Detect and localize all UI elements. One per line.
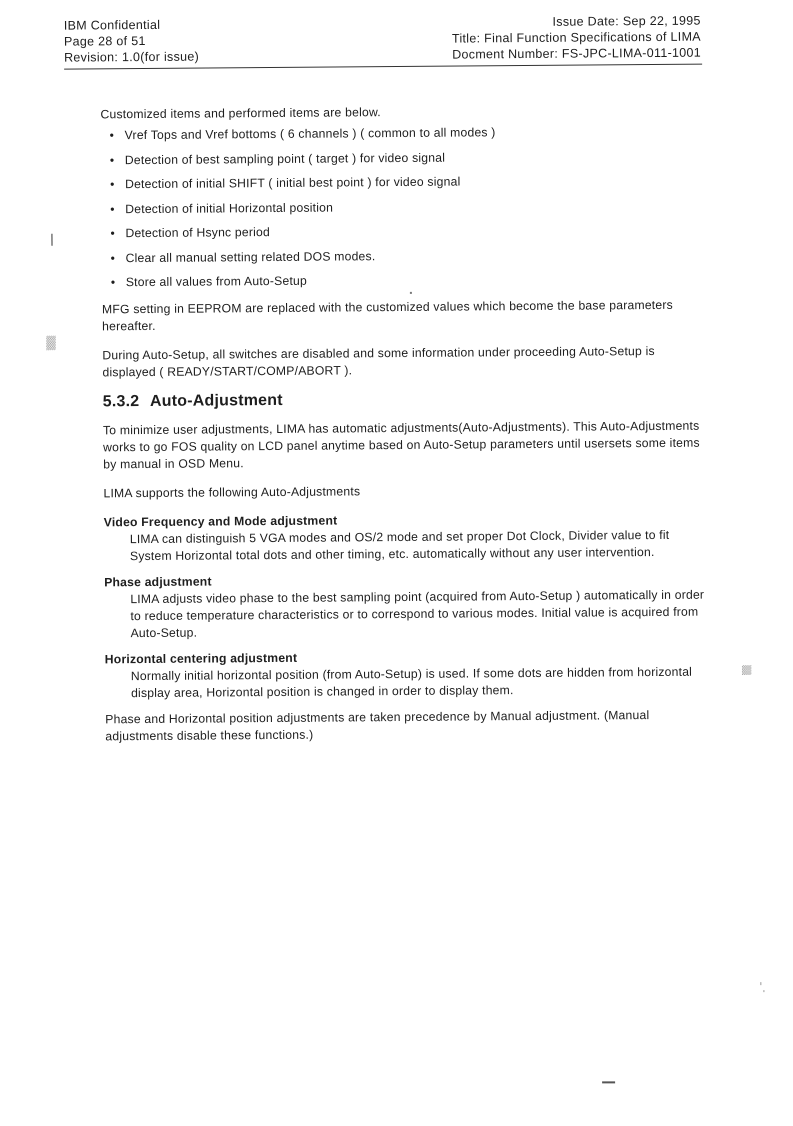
- list-item: • Clear all manual setting related DOS modes.: [110, 248, 376, 265]
- bullet-icon: •: [110, 201, 115, 216]
- section-intro: To minimize user adjustments, LIMA has automatic adjustments(Auto-Adjustments). This Auto-Adjustments works to go FOS quality on LCD panel anytime based on Auto-Setup parameters until usersets some items by manual in OSD Menu.: [102, 418, 700, 472]
- change-bar: [51, 234, 52, 246]
- items-intro: Customized items and performed items are below.: [100, 105, 381, 122]
- header-document-number: Docment Number: FS-JPC-LIMA-011-1001: [452, 45, 702, 62]
- bullet-icon: •: [109, 128, 115, 143]
- adjustment-item: [104, 570, 707, 643]
- scan-speck: [602, 1081, 615, 1083]
- header-page-number: Page 28 of 51: [63, 33, 146, 49]
- header-revision: Revision: 1.0(for issue): [63, 49, 200, 65]
- bullet-icon: •: [110, 275, 116, 290]
- header-left-block: [64, 17, 199, 66]
- supports-line: LIMA supports the following Auto-Adjustments: [103, 484, 361, 501]
- adjustment-title: Video Frequency and Mode adjustment: [103, 513, 338, 530]
- list-item: • Detection of initial Horizontal position: [110, 200, 334, 216]
- section-number: 5.3.2: [102, 393, 140, 411]
- scan-speck: [760, 982, 761, 985]
- scan-artifact-right: ▒▒: [741, 665, 751, 675]
- list-item: • Detection of best sampling point ( target ) for video signal: [109, 150, 446, 167]
- adjustment-description: LIMA adjusts video phase to the best sampling point (acquired from Auto-Setup ) automatically in order to reduce temperature characteristics or to correspond to various modes. Initial value is acquired from Auto-Setup.: [130, 587, 705, 641]
- scan-speck: [763, 990, 764, 992]
- header-issue-date: Issue Date: Sep 22, 1995: [552, 13, 701, 29]
- bullet-icon: •: [110, 226, 115, 241]
- adjustment-item: [105, 647, 707, 703]
- adjustment-title: Horizontal centering adjustment: [104, 650, 298, 667]
- bullet-icon: •: [109, 177, 115, 192]
- adjustment-description: LIMA can distinguish 5 VGA modes and OS/2 mode and set proper Dot Clock, Divider value to fit System Horizontal total dots and other timing, etc. automatically without any user intervention.: [129, 527, 670, 564]
- mfg-paragraph: MFG setting in EEPROM are replaced with the customized values which become the base parameters hereafter.: [101, 297, 673, 334]
- header-confidential: IBM Confidential: [63, 17, 161, 33]
- list-item: • Detection of initial SHIFT ( initial best point ) for video signal: [109, 174, 461, 192]
- list-item: • Store all values from Auto-Setup: [110, 273, 308, 290]
- closing-paragraph: Phase and Horizontal position adjustments are taken precedence by Manual adjustment. (Manual adjustments disable these functions.): [105, 708, 650, 744]
- adjustment-description: Normally initial horizontal position (from Auto-Setup) is used. If some dots are hidden from horizontal display area, Horizontal position is changed in order to display them.: [130, 664, 693, 701]
- adjustment-title: Phase adjustment: [104, 574, 212, 590]
- list-item: • Detection of Hsync period: [110, 225, 271, 241]
- customized-items-list: [101, 123, 704, 292]
- list-item: • Vref Tops and Vref bottoms ( 6 channels ) ( common to all modes ): [109, 125, 496, 143]
- scan-artifact-left: ▒▒▒: [46, 335, 56, 351]
- document-body: [100, 102, 707, 758]
- header-title: Title: Final Function Specifications of LIMA: [451, 29, 701, 46]
- adjustment-item: [104, 510, 706, 566]
- bullet-icon: •: [109, 152, 115, 167]
- bullet-icon: •: [110, 250, 116, 265]
- during-setup-paragraph: During Auto-Setup, all switches are disabled and some information under proceeding Auto-Setup is displayed ( READY/START/COMP/ABORT ).: [102, 343, 655, 380]
- section-title: Auto-Adjustment: [149, 391, 283, 410]
- header-right-block: [452, 13, 701, 63]
- section-heading: [103, 389, 705, 411]
